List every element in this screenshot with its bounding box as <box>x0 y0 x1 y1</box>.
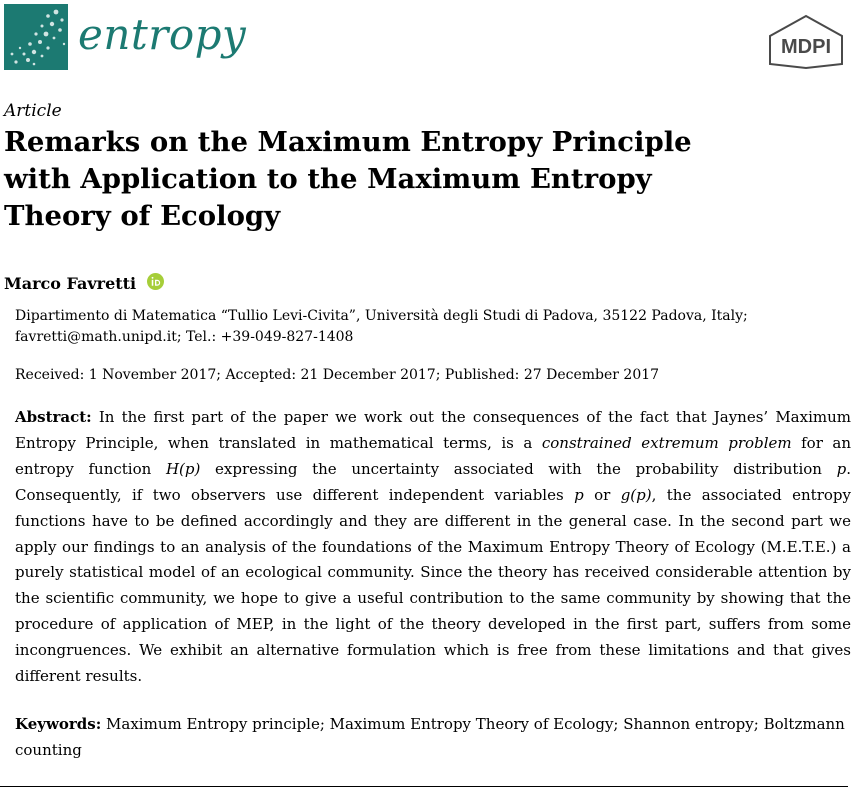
page-title <box>4 124 834 235</box>
publication-dates: Received: 1 November 2017; Accepted: 21 December 2017; Published: 27 December 2017 <box>15 367 660 383</box>
abstract-text: or <box>583 485 621 504</box>
abstract-text: , the associated entropy functions have to be defined accordingly and they are different in the general case. In the second part we apply our findings to an analysis of the foundations of the Maximum Entropy Theory of Ecology (M.E.T.E.) a purely statistical model of an ecological community. Since the theory has received considerable attention by the scientific community, we hope to give a useful contribution to the same community by showing that the procedure of application of MEP, in the light of the theory developed in the first part, suffers from some incongruences. We exhibit an alternative formulation which is free from these limitations and that gives different results. <box>15 485 851 686</box>
title-line: with Application to the Maximum Entropy <box>4 163 652 195</box>
journal-logo-icon <box>4 4 68 70</box>
math-argument: (p) <box>179 459 201 478</box>
title-line: Remarks on the Maximum Entropy Principle <box>4 126 692 158</box>
abstract-label: Abstract: <box>15 408 92 426</box>
math-function: g <box>620 485 631 504</box>
math-variable: p <box>836 459 847 478</box>
title-line: Theory of Ecology <box>4 200 281 232</box>
orcid-icon[interactable] <box>147 273 164 290</box>
keywords-label: Keywords: <box>15 715 102 733</box>
author-line <box>4 273 164 295</box>
mdpi-logo-icon <box>766 14 846 70</box>
affiliation <box>15 306 845 348</box>
math-variable: p <box>574 485 584 504</box>
abstract <box>15 405 851 690</box>
affiliation-contact: favretti@math.unipd.it; Tel.: +39-049-827-1408 <box>15 329 354 345</box>
affiliation-address: Dipartimento di Matematica “Tullio Levi-Civita”, Università degli Studi di Padova, 35122 Padova, Italy; <box>15 308 748 324</box>
author-name: Marco Favretti <box>4 274 137 293</box>
abstract-text: expressing the uncertainty associated with the probability distribution <box>200 459 837 478</box>
keywords <box>15 712 851 763</box>
page-header <box>0 0 855 90</box>
math-function: H <box>165 459 180 478</box>
journal-name: entropy <box>78 10 247 59</box>
math-argument: (p) <box>630 485 652 504</box>
abstract-text: In the first part of the paper we work out the consequences of the fact that Jaynes’ Maximum Entropy Principle, when translated in mathematical terms, is a <box>15 408 851 452</box>
divider <box>0 786 848 787</box>
abstract-emphasis: constrained extremum problem <box>541 433 792 452</box>
abstract-text: . Consequently, if two observers use different independent variables <box>15 459 851 504</box>
keywords-text: Maximum Entropy principle; Maximum Entropy Theory of Ecology; Shannon entropy; Boltzmann counting <box>15 715 845 759</box>
publisher-name: MDPI <box>781 36 831 58</box>
abstract-text: for an entropy function <box>15 433 851 478</box>
article-type: Article <box>4 101 62 121</box>
